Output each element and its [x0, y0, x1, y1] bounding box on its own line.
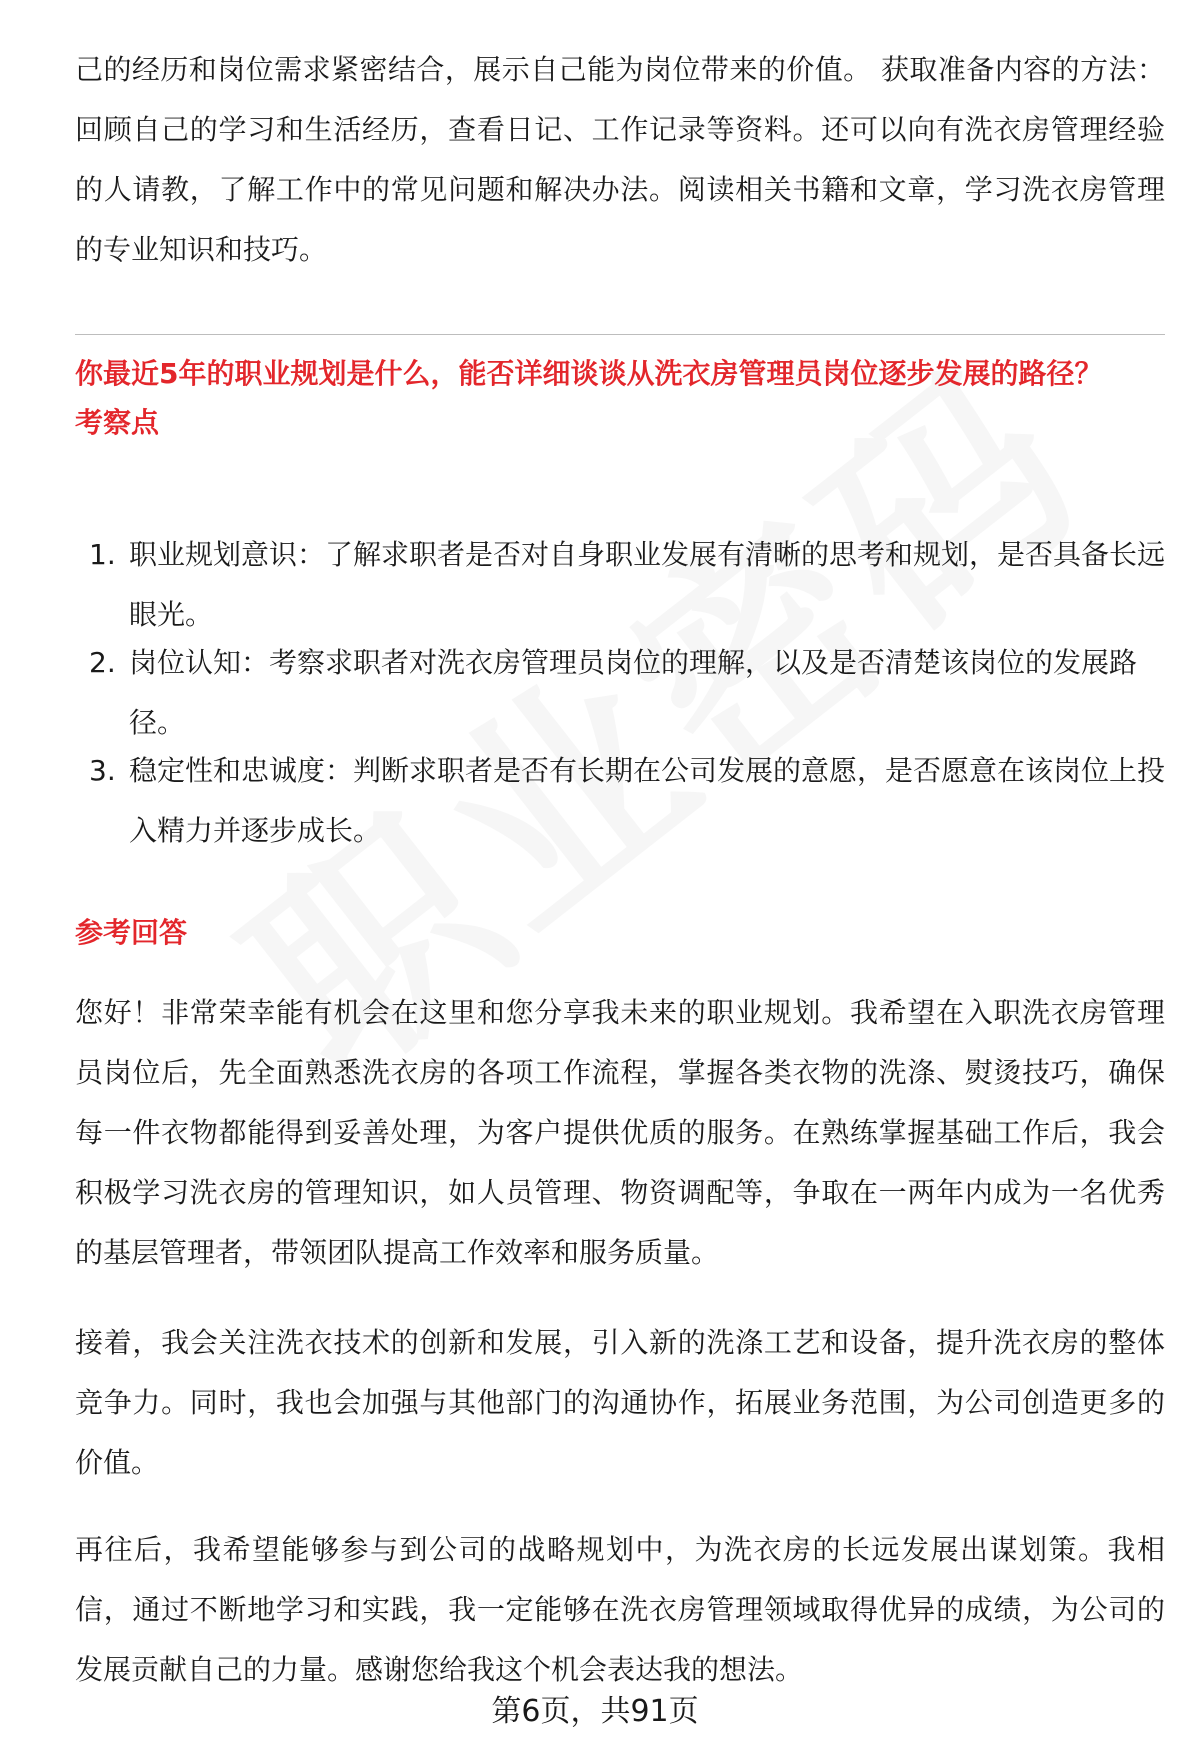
answer-title: 参考回答	[75, 916, 188, 949]
focus-point-text: 稳定性和忠诚度：判断求职者是否有长期在公司发展的意愿，是否愿意在该岗位上投入精力并逐步成长。	[129, 754, 1166, 847]
focus-point-text: 职业规划意识：了解求职者是否对自身职业发展有清晰的思考和规划，是否具备长远眼光。	[129, 538, 1166, 631]
focus-point	[75, 525, 1165, 645]
focus-point	[75, 633, 1165, 753]
focus-point-number: 3.	[89, 754, 116, 787]
interview-question: 你最近5年的职业规划是什么，能否详细谈谈从洗衣房管理员岗位逐步发展的路径？	[75, 357, 1103, 390]
answer-paragraph: 您好！非常荣幸能有机会在这里和您分享我未来的职业规划。我希望在入职洗衣房管理员岗位后，先全面熟悉洗衣房的各项工作流程，掌握各类衣物的洗涤、熨烫技巧，确保每一件衣物都能得到妥善处理，为客户提供优质的服务。在熟练掌握基础工作后，我会积极学习洗衣房的管理知识，如人员管理、物资调配等，争取在一两年内成为一名优秀的基层管理者，带领团队提高工作效率和服务质量。	[75, 996, 1165, 1269]
focus-title: 考察点	[75, 406, 160, 439]
section-divider	[75, 334, 1165, 335]
focus-point-number: 1.	[89, 538, 116, 571]
answer-paragraph: 再往后，我希望能够参与到公司的战略规划中，为洗衣房的长远发展出谋划策。我相信，通过不断地学习和实践，我一定能够在洗衣房管理领域取得优异的成绩，为公司的发展贡献自己的力量。感谢您给我这个机会表达我的想法。	[75, 1533, 1165, 1686]
focus-points-list	[75, 525, 1165, 861]
page-number: 第6页，共91页	[491, 1694, 699, 1729]
intro-paragraph: 己的经历和岗位需求紧密结合，展示自己能为岗位带来的价值。 获取准备内容的方法： 回顾自己的学习和生活经历，查看日记、工作记录等资料。还可以向有洗衣房管理经验的人请教，了解工作中的常见问题和解决办法。阅读相关书籍和文章，学习洗衣房管理的专业知识和技巧。	[75, 53, 1165, 266]
answer-paragraph: 接着，我会关注洗衣技术的创新和发展，引入新的洗涤工艺和设备，提升洗衣房的整体竞争力。同时，我也会加强与其他部门的沟通协作，拓展业务范围，为公司创造更多的价值。	[75, 1326, 1165, 1479]
focus-point-number: 2.	[89, 646, 116, 679]
focus-point	[75, 741, 1165, 861]
focus-point-text: 岗位认知：考察求职者对洗衣房管理员岗位的理解，以及是否清楚该岗位的发展路径。	[129, 646, 1138, 739]
